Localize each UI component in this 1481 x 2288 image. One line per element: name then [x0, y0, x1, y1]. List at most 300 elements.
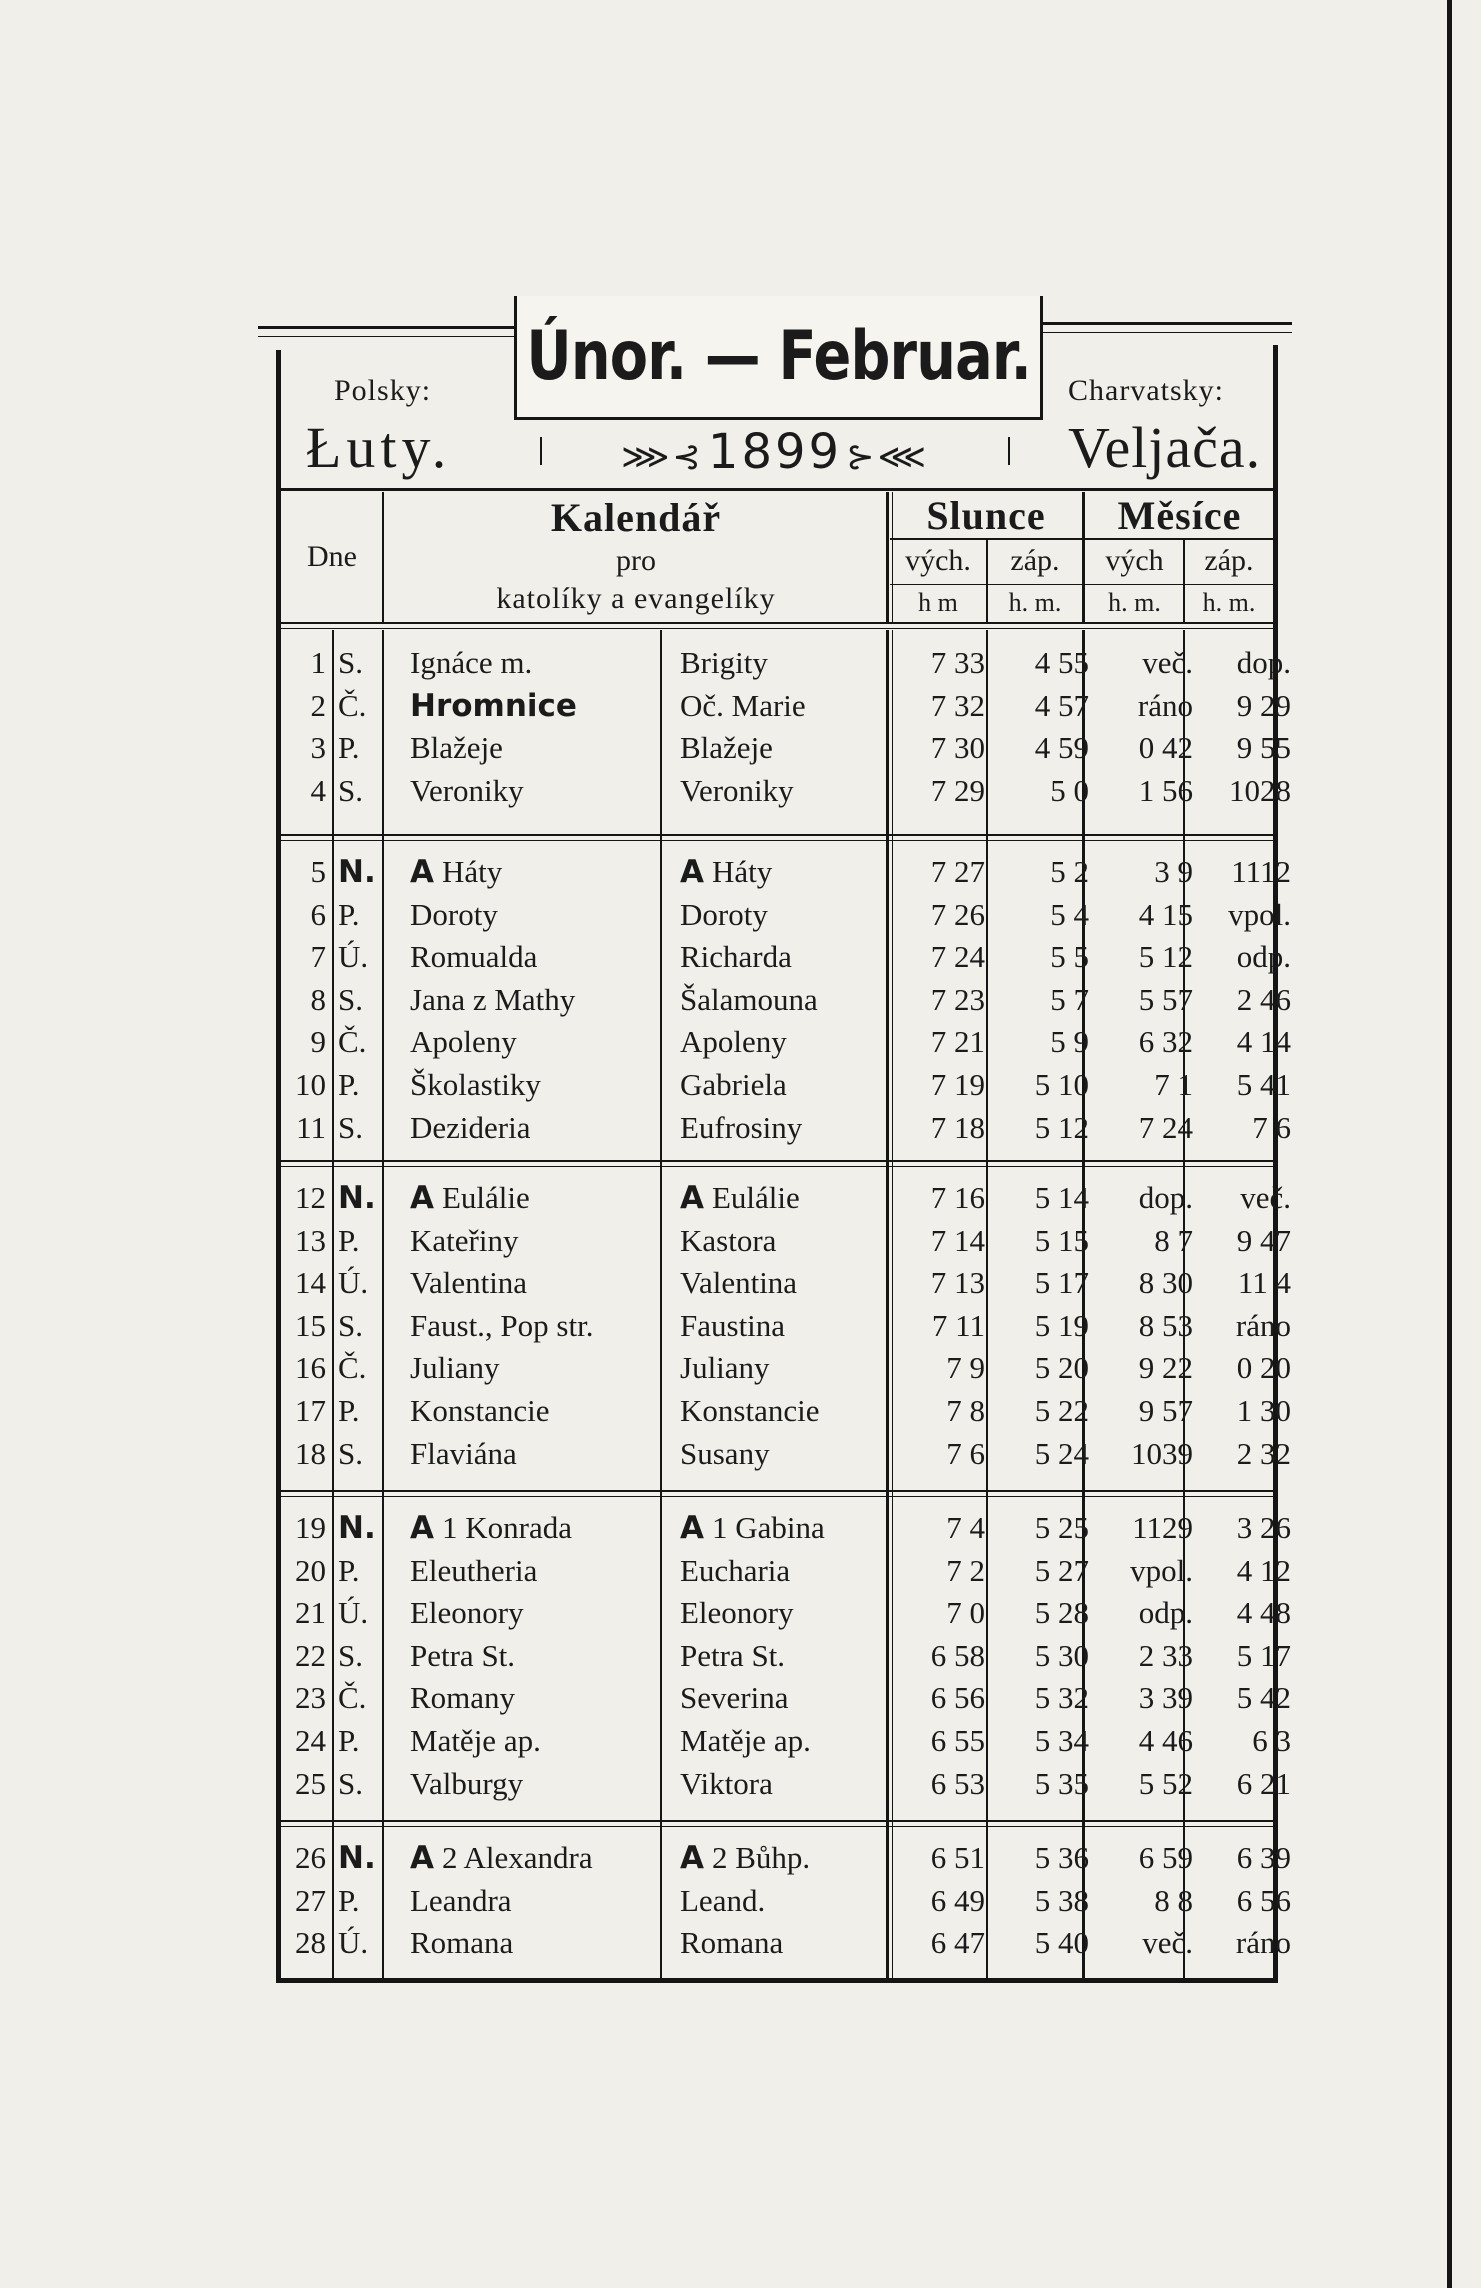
day-number: [282, 979, 326, 1021]
evangelical-name: [680, 1720, 905, 1762]
day-number: [282, 1021, 326, 1063]
evangelical-name-text: Kastora: [680, 1222, 777, 1258]
sunset-text: 4 57: [1034, 687, 1089, 723]
day-number-text: 24: [295, 1723, 326, 1758]
sunrise: [890, 1837, 985, 1879]
sunrise-text: 7 13: [930, 1265, 985, 1301]
hdr-unit-3: h. m.: [1108, 588, 1161, 617]
moonset-text: 9 55: [1236, 730, 1291, 766]
moonrise: [1090, 1592, 1193, 1634]
evangelical-name-text: Gabriela: [680, 1067, 787, 1102]
day-number-text: 20: [295, 1552, 326, 1588]
sunset-text: 5 17: [1034, 1265, 1089, 1301]
sunrise: [890, 727, 985, 769]
moonset: [1191, 685, 1291, 727]
sunset: [990, 685, 1089, 727]
moonset: [1191, 1922, 1291, 1964]
evangelical-name: [680, 1220, 905, 1262]
weekday-abbr: [338, 936, 378, 978]
weekday-abbr-text: P.: [338, 1067, 360, 1102]
catholic-name: [410, 1763, 645, 1805]
weekday-abbr: [338, 1550, 378, 1592]
sunrise: [890, 1550, 985, 1592]
sunrise: [890, 1220, 985, 1262]
catholic-name: [410, 979, 645, 1021]
day-number-text: 18: [295, 1435, 326, 1471]
moonrise-text: 8 7: [1154, 1222, 1193, 1258]
moonrise-text: ráno: [1137, 687, 1193, 723]
top-rule-right-thin: [1040, 332, 1292, 333]
moonrise-text: 0 42: [1138, 730, 1193, 766]
moonrise-text: 6 32: [1138, 1024, 1193, 1060]
catholic-name-text: Romana: [410, 1925, 514, 1961]
sunrise-text: 7 9: [946, 1350, 985, 1386]
weekday-abbr-text: P.: [338, 730, 360, 766]
hdr-moon: Měsíce: [1117, 493, 1242, 538]
year: 1899: [707, 424, 843, 480]
evangelical-name-text: 2 Bůhp.: [712, 1840, 811, 1875]
weekday-abbr: [338, 685, 378, 727]
moonset: [1191, 642, 1291, 684]
moonrise-text: 4 15: [1138, 896, 1193, 932]
week-rule-2: [280, 1160, 1275, 1162]
year-tick-left: [540, 437, 542, 465]
sunset-text: 5 9: [1050, 1024, 1089, 1060]
moonset-text: več.: [1240, 1180, 1291, 1215]
weekday-abbr-text: S.: [338, 981, 363, 1017]
hdr-moon-rise: vých: [1105, 544, 1164, 577]
day-number-text: 1: [310, 645, 326, 680]
moonrise: [1090, 1107, 1193, 1149]
month-title: [526, 317, 1031, 396]
sunrise: [890, 1433, 985, 1475]
day-number-text: 7: [310, 939, 326, 975]
header-rule-bottom-2: [280, 628, 1275, 629]
title-czech: Únor.: [526, 317, 687, 396]
catholic-name: [410, 1305, 645, 1347]
moonset-text: 6 56: [1236, 1882, 1291, 1918]
sunset-text: 5 4: [1050, 896, 1089, 932]
day-number: [282, 1390, 326, 1432]
catholic-name-text: Apoleny: [410, 1024, 517, 1060]
moonset-text: 5 42: [1236, 1680, 1291, 1716]
catholic-name-text: Dezideria: [410, 1109, 531, 1145]
catholic-name: [410, 727, 645, 769]
catholic-name-text: Háty: [442, 854, 503, 889]
sunrise-text: 7 23: [930, 981, 985, 1017]
catholic-name-text: Faust., Pop str.: [410, 1307, 594, 1343]
header-rule-bottom: [280, 622, 1275, 624]
sunset: [990, 936, 1089, 978]
moonset: [1191, 1837, 1291, 1879]
weekday-abbr-text: S.: [338, 645, 363, 680]
evangelical-name-text: Apoleny: [680, 1024, 787, 1060]
catholic-name-text: Konstancie: [410, 1393, 550, 1428]
evangelical-name: [680, 1433, 905, 1475]
hdr-sun: Slunce: [926, 493, 1046, 538]
day-number-text: 19: [295, 1510, 326, 1545]
sunset: [990, 642, 1089, 684]
moonrise-text: 5 12: [1138, 939, 1193, 975]
moonset-text: 1112: [1231, 854, 1291, 889]
weekday-abbr: [338, 1763, 378, 1805]
evangelical-name-text: Viktora: [680, 1765, 773, 1801]
sunset: [990, 1763, 1089, 1805]
moonrise-text: 1129: [1132, 1510, 1193, 1545]
weekday-abbr-text: Č.: [338, 1350, 367, 1386]
moonrise: [1090, 1305, 1193, 1347]
sunrise-text: 6 51: [930, 1840, 985, 1875]
weekday-abbr-text: N.: [338, 1840, 376, 1876]
sunrise-text: 7 19: [930, 1067, 985, 1102]
sunrise-text: 6 49: [930, 1882, 985, 1918]
evangelical-name: [680, 1880, 905, 1922]
moonrise: [1090, 727, 1193, 769]
weekday-abbr: [338, 1347, 378, 1389]
catholic-name: [410, 770, 645, 812]
weekday-abbr: [338, 727, 378, 769]
moonset: [1191, 1021, 1291, 1063]
sunset-text: 5 34: [1034, 1723, 1089, 1758]
moonset-text: 2 32: [1236, 1435, 1291, 1471]
sunset: [990, 979, 1089, 1021]
moonset-text: 4 12: [1236, 1552, 1291, 1588]
day-number-text: 26: [295, 1840, 326, 1875]
catholic-name: [410, 1107, 645, 1149]
dominical-letter: A: [680, 1510, 704, 1546]
day-number: [282, 1220, 326, 1262]
catholic-name-text: 1 Konrada: [442, 1510, 572, 1545]
moonset-text: 6 39: [1236, 1840, 1291, 1875]
sunset: [990, 1677, 1089, 1719]
weekday-abbr-text: S.: [338, 772, 363, 808]
day-number-text: 16: [295, 1350, 326, 1386]
sunrise-text: 7 8: [946, 1393, 985, 1428]
weekday-abbr-text: N.: [338, 1180, 376, 1216]
day-number-text: 10: [295, 1067, 326, 1102]
catholic-name: [410, 1677, 645, 1719]
catholic-name: [410, 1837, 645, 1879]
sunset-text: 5 36: [1034, 1840, 1089, 1875]
catholic-name: [410, 685, 645, 727]
catholic-name-text: Juliany: [410, 1350, 500, 1386]
weekday-abbr-text: P.: [338, 1882, 360, 1918]
evangelical-name: [680, 1922, 905, 1964]
evangelical-name-text: Faustina: [680, 1307, 786, 1343]
sunrise: [890, 851, 985, 893]
sunrise-text: 6 58: [930, 1637, 985, 1673]
day-number: [282, 1880, 326, 1922]
evangelical-name: [680, 1390, 905, 1432]
evangelical-name-text: Oč. Marie: [680, 687, 806, 723]
moonset: [1191, 1720, 1291, 1762]
ornament-right-icon: ⊱⋘: [846, 437, 929, 477]
sunrise-text: 7 27: [930, 854, 985, 889]
moonrise: [1090, 1720, 1193, 1762]
sunrise: [890, 936, 985, 978]
moonrise: [1090, 851, 1193, 893]
col-sep-num: [332, 630, 334, 1978]
weekday-abbr-text: S.: [338, 1637, 363, 1673]
moonrise-text: 4 46: [1138, 1723, 1193, 1758]
day-number: [282, 1507, 326, 1549]
catholic-name: [410, 642, 645, 684]
sunset-text: 5 25: [1034, 1510, 1089, 1545]
sunset-text: 5 30: [1034, 1637, 1089, 1673]
weekday-abbr-text: Ú.: [338, 1265, 369, 1301]
moonrise-text: dop.: [1138, 1180, 1193, 1215]
weekday-abbr: [338, 979, 378, 1021]
sunset-text: 5 7: [1050, 981, 1089, 1017]
sunrise-text: 7 18: [930, 1109, 985, 1145]
sunrise: [890, 1763, 985, 1805]
moonrise: [1090, 642, 1193, 684]
moonset: [1191, 1550, 1291, 1592]
evangelical-name-text: Richarda: [680, 939, 792, 975]
moonrise-text: 8 8: [1154, 1882, 1193, 1918]
sunset-text: 5 12: [1034, 1109, 1089, 1145]
moonset: [1191, 1347, 1291, 1389]
weekday-abbr: [338, 642, 378, 684]
evangelical-name: [680, 1837, 905, 1879]
evangelical-name-text: Susany: [680, 1435, 770, 1471]
day-number-text: 22: [295, 1637, 326, 1673]
moonrise-text: več.: [1142, 1925, 1193, 1961]
top-rule-right: [1040, 322, 1292, 325]
day-number: [282, 727, 326, 769]
moonrise-text: odp.: [1138, 1595, 1193, 1631]
evangelical-name-text: Eulálie: [712, 1180, 800, 1215]
moonrise-text: več.: [1142, 645, 1193, 680]
evangelical-name-text: Romana: [680, 1925, 784, 1961]
moonset: [1191, 770, 1291, 812]
sunrise-text: 7 32: [930, 687, 985, 723]
moonset-text: 0 20: [1236, 1350, 1291, 1386]
top-rule-left: [258, 326, 514, 329]
sunset: [990, 1720, 1089, 1762]
sunset: [990, 1507, 1089, 1549]
day-number: [282, 1635, 326, 1677]
hdr-unit-2: h. m.: [1008, 588, 1062, 617]
weekday-abbr: [338, 1837, 378, 1879]
sunset: [990, 1347, 1089, 1389]
moonrise-text: 9 22: [1138, 1350, 1193, 1386]
catholic-name: [410, 1220, 645, 1262]
moonrise: [1090, 1347, 1193, 1389]
sunset-text: 5 14: [1034, 1180, 1089, 1215]
moonrise: [1090, 770, 1193, 812]
day-number: [282, 642, 326, 684]
weekday-abbr: [338, 1177, 378, 1219]
moonrise: [1090, 1880, 1193, 1922]
moonset-text: 5 17: [1236, 1637, 1291, 1673]
moonset-text: ráno: [1235, 1925, 1291, 1961]
polish-label: Polsky:: [334, 374, 432, 407]
sunset-text: 5 5: [1050, 939, 1089, 975]
day-number-text: 13: [295, 1222, 326, 1258]
day-number-text: 23: [295, 1680, 326, 1716]
moonset: [1191, 1592, 1291, 1634]
col-sep-cat: [660, 630, 662, 1978]
evangelical-name-text: Veroniky: [680, 772, 794, 808]
catholic-name-text: Eulálie: [442, 1180, 530, 1215]
day-number: [282, 1433, 326, 1475]
hdr-calendar-title: Kalendář: [550, 495, 722, 540]
sunset-text: 5 38: [1034, 1882, 1089, 1918]
evangelical-name-text: Háty: [712, 854, 773, 889]
moonset: [1191, 1305, 1291, 1347]
sunset-text: 5 20: [1034, 1350, 1089, 1386]
evangelical-name-text: Petra St.: [680, 1637, 786, 1673]
catholic-name-text: Kateřiny: [410, 1222, 519, 1258]
sunset: [990, 1220, 1089, 1262]
moonrise: [1090, 1922, 1193, 1964]
sunset-text: 5 32: [1034, 1680, 1089, 1716]
weekday-abbr: [338, 1720, 378, 1762]
evangelical-name: [680, 1107, 905, 1149]
evangelical-name-text: Severina: [680, 1680, 789, 1716]
evangelical-name: [680, 1677, 905, 1719]
catholic-name-text: Matěje ap.: [410, 1723, 541, 1758]
sunrise: [890, 1720, 985, 1762]
moonset-text: 4 48: [1236, 1595, 1291, 1631]
sunset: [990, 1064, 1089, 1106]
catholic-name-text: Veroniky: [410, 772, 524, 808]
catholic-name-text: Ignáce m.: [410, 645, 533, 680]
weekday-abbr: [338, 1922, 378, 1964]
hdr-sep-moon: [1082, 492, 1085, 622]
sunrise-text: 7 33: [930, 645, 985, 680]
catholic-name: [410, 1880, 645, 1922]
moonset-text: odp.: [1236, 939, 1291, 975]
evangelical-name: [680, 1507, 905, 1549]
sunset: [990, 1880, 1089, 1922]
catholic-name-text: Školastiky: [410, 1067, 541, 1102]
moonrise: [1090, 1433, 1193, 1475]
evangelical-name: [680, 1305, 905, 1347]
hdr-sep-dne: [382, 492, 384, 622]
sunset: [990, 1550, 1089, 1592]
sunrise: [890, 1064, 985, 1106]
moonrise: [1090, 1390, 1193, 1432]
moonrise-text: 8 30: [1138, 1265, 1193, 1301]
sunrise: [890, 1880, 985, 1922]
hdr-unit-rule: [890, 584, 1275, 585]
sunrise-text: 7 6: [946, 1435, 985, 1471]
hdr-sun-set: záp.: [1010, 544, 1060, 577]
sunrise-text: 6 53: [930, 1765, 985, 1801]
sunrise-text: 7 30: [930, 730, 985, 766]
weekday-abbr-text: S.: [338, 1307, 363, 1343]
catholic-name-text: Flaviána: [410, 1435, 517, 1471]
table-border-bottom: [276, 1978, 1278, 1983]
evangelical-name: [680, 1064, 905, 1106]
catholic-name: [410, 1720, 645, 1762]
moonrise: [1090, 936, 1193, 978]
weekday-abbr-text: P.: [338, 1723, 360, 1758]
evangelical-name: [680, 727, 905, 769]
weekday-abbr: [338, 770, 378, 812]
moonrise: [1090, 1064, 1193, 1106]
moonset: [1191, 894, 1291, 936]
moonset-text: 9 29: [1236, 687, 1291, 723]
moonset-text: 6 3: [1252, 1723, 1291, 1758]
ornament-left-icon: ⋙⊰: [621, 437, 704, 477]
catholic-name-text: Valburgy: [410, 1765, 524, 1801]
weekday-abbr: [338, 1592, 378, 1634]
moonrise: [1090, 1262, 1193, 1304]
week-rule-4: [280, 1820, 1275, 1822]
moonset-text: 1028: [1229, 772, 1291, 808]
catholic-name: [410, 1021, 645, 1063]
weekday-abbr: [338, 1021, 378, 1063]
sunrise: [890, 1635, 985, 1677]
moonset-text: 7 6: [1252, 1109, 1291, 1145]
evangelical-name-text: Eufrosiny: [680, 1109, 803, 1145]
evangelical-name-text: Juliany: [680, 1350, 770, 1386]
sunrise-text: 7 14: [930, 1222, 985, 1258]
moonset-text: dop.: [1236, 645, 1291, 680]
catholic-name-text: Doroty: [410, 896, 498, 932]
day-number: [282, 894, 326, 936]
catholic-name: [410, 1922, 645, 1964]
catholic-name-text: Petra St.: [410, 1637, 516, 1673]
day-number: [282, 851, 326, 893]
moonrise: [1090, 1507, 1193, 1549]
catholic-name: [410, 1507, 645, 1549]
sunrise: [890, 642, 985, 684]
dominical-letter: A: [410, 1840, 434, 1876]
dominical-letter: A: [410, 1180, 434, 1216]
day-number-text: 14: [295, 1265, 326, 1301]
moonset: [1191, 1507, 1291, 1549]
evangelical-name: [680, 685, 905, 727]
evangelical-name: [680, 1347, 905, 1389]
catholic-name: [410, 1262, 645, 1304]
hdr-calendar-for: pro: [616, 544, 656, 577]
sunrise: [890, 1107, 985, 1149]
sunset: [990, 1177, 1089, 1219]
sunset-text: 4 59: [1034, 730, 1089, 766]
year-line: [560, 424, 990, 480]
moonrise-text: 3 9: [1154, 854, 1193, 889]
sunset-text: 4 55: [1034, 645, 1089, 680]
sunrise-text: 6 55: [930, 1723, 985, 1758]
weekday-abbr-text: Č.: [338, 1680, 367, 1716]
weekday-abbr: [338, 851, 378, 893]
moonset: [1191, 1433, 1291, 1475]
evangelical-name-text: Doroty: [680, 896, 768, 932]
evangelical-name-text: Matěje ap.: [680, 1723, 811, 1758]
moonrise-text: 8 53: [1138, 1307, 1193, 1343]
moonrise: [1090, 1021, 1193, 1063]
sunset-text: 5 28: [1034, 1595, 1089, 1631]
weekday-abbr-text: Ú.: [338, 939, 369, 975]
sunset: [990, 1837, 1089, 1879]
sunset-text: 5 40: [1034, 1925, 1089, 1961]
day-number: [282, 1763, 326, 1805]
weekday-abbr: [338, 1220, 378, 1262]
weekday-abbr: [338, 1064, 378, 1106]
moonset: [1191, 979, 1291, 1021]
catholic-name: [410, 1550, 645, 1592]
day-number-text: 27: [295, 1882, 326, 1918]
day-number: [282, 1922, 326, 1964]
week-rule-3: [280, 1490, 1275, 1492]
evangelical-name: [680, 894, 905, 936]
day-number: [282, 1837, 326, 1879]
dominical-letter: A: [410, 854, 434, 890]
